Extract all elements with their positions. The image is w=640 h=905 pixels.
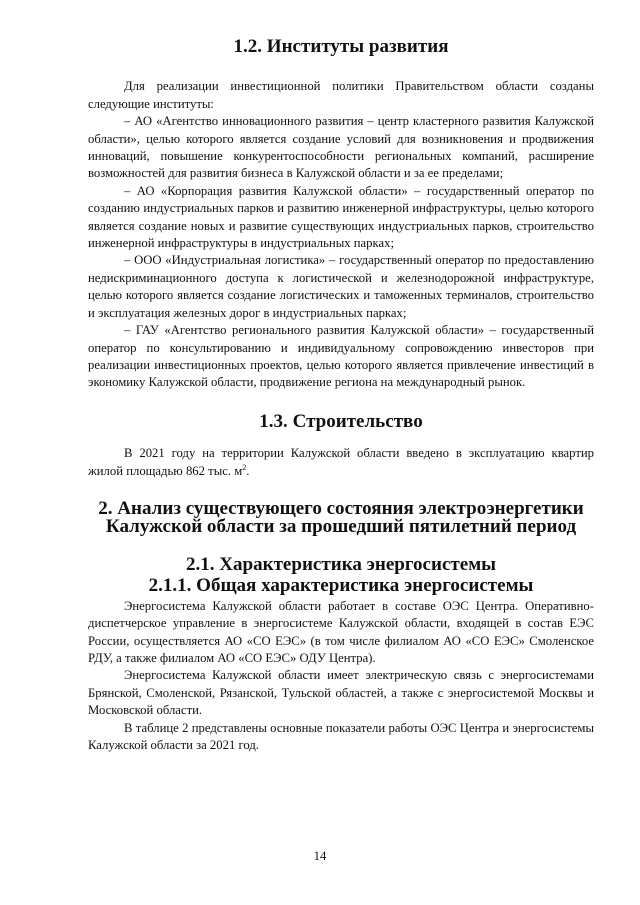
page-content — [88, 38, 594, 754]
construction-paragraph — [88, 445, 594, 480]
section-2-1-heading: 2.1. Характеристика энергосистемы — [185, 553, 497, 575]
energy-paragraph: В таблице 2 представлены основные показатели работы ОЭС Центра и энергосистемы Калужской области за 2021 год. — [88, 720, 594, 752]
section-2-heading-line-1: 2. Анализ существующего состояния электроэнергетики — [98, 497, 584, 519]
section-2-heading-line-2: Калужской области за прошедший пятилетний период — [105, 515, 577, 537]
energy-paragraph: Энергосистема Калужской области работает в составе ОЭС Центра. Оперативно-диспетчерское управление в энергосистеме Калужской области, входящей в состав ЕЭС России, осуществляется АО «СО ЕЭС» (в том числе филиалом АО «СО ЕЭС» Смоленское РДУ, а также филиалом АО «СО ЕЭС» ОДУ Центра). — [88, 598, 594, 665]
section-1-3-heading: 1.3. Строительство — [259, 410, 423, 432]
construction-text-end: . — [246, 463, 250, 478]
square-superscript: 2 — [242, 462, 247, 472]
section-1-2-heading: 1.2. Институты развития — [233, 36, 449, 57]
section-2-1-1-heading: 2.1.1. Общая характеристика энергосистемы — [148, 575, 534, 597]
institute-item: – ООО «Индустриальная логистика» – государственный оператор по предоставлению недискриминационного доступа к логистической и железнодорожной инфраструктуре, целью которого является создание логистических и таможенных терминалов, строительство и эксплуатация железных дорог в индустриальных парках; — [88, 253, 594, 320]
section-2-heading — [88, 497, 594, 537]
page-number: 14 — [313, 849, 327, 863]
institute-item: – ГАУ «Агентство регионального развития Калужской области» – государственный оператор по консультированию и индивидуальному сопровождению инвесторов при реализации инвестиционных проектов, целью которого является привлечение инвестиций в экономику Калужской области, продвижение региона на международный рынок. — [88, 323, 594, 390]
institute-item: – АО «Корпорация развития Калужской области» – государственный оператор по созданию индустриальных парков и развитию инженерной инфраструктуры, целью которого является создание новых и развитие существующих индустриальных парков, строительство инженерной инфраструктуры в индустриальных парках; — [88, 183, 594, 251]
section-1-2-intro: Для реализации инвестиционной политики Правительством области созданы следующие институты: — [88, 79, 594, 111]
energy-paragraph: Энергосистема Калужской области имеет электрическую связь с энергосистемами Брянской, Смоленской, Рязанской, Тульской областей, а также с энергосистемой Москвы и Московской области. — [88, 668, 594, 718]
institute-item: – АО «Агентство инновационного развития – центр кластерного развития Калужской области», целью которого является создание условий для возникновения и продвижения инноваций, повышение конкурентоспособности региональных компаний, расширение возможностей для развития бизнеса в Калужской области и за ее пределами; — [88, 114, 594, 181]
construction-text: В 2021 году на территории Калужской области введено в эксплуатацию квартир жилой площадью 862 тыс. м — [88, 446, 594, 478]
